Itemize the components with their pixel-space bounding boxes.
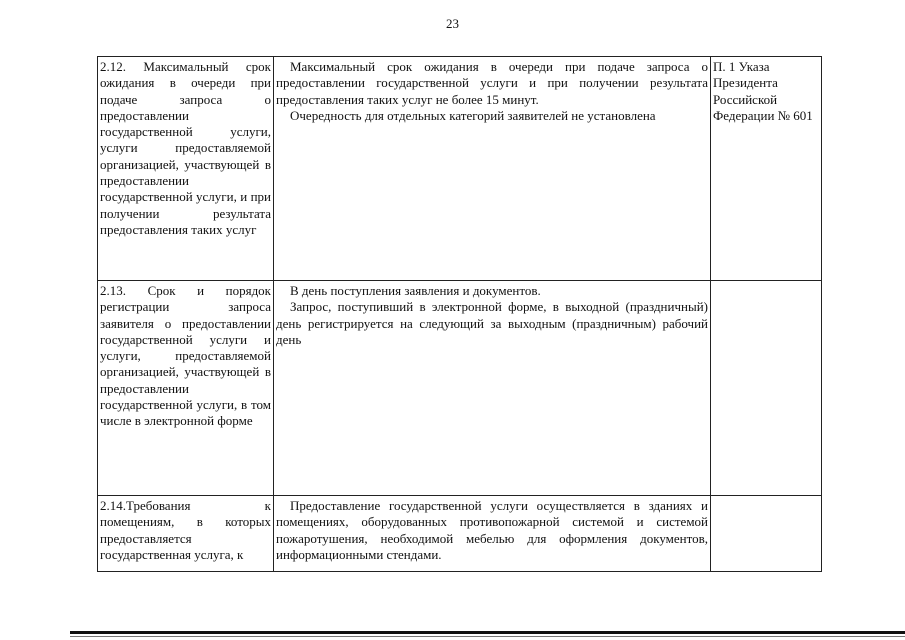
page-bottom-rule-thin	[70, 636, 905, 637]
requirements-table	[97, 56, 822, 572]
item-description-cell	[274, 496, 711, 572]
page-bottom-rule	[70, 631, 905, 634]
item-name-cell: 2.12. Максимальный срок ожидания в очереди при подаче запроса о предоставлении государственной услуги, услуги предоставляемой организацией, участвующей в предоставлении государственной услуги, и при получении результата предоставления таких услуг	[98, 57, 274, 281]
legal-basis-cell	[711, 281, 822, 496]
description-paragraph: Очередность для отдельных категорий заявителей не установлена	[290, 107, 656, 123]
item-description-cell	[274, 57, 711, 281]
legal-basis-cell: П. 1 Указа Президента Российской Федерации № 601	[711, 57, 822, 281]
description-paragraph: В день поступления заявления и документов.	[290, 283, 541, 298]
item-description-cell	[274, 281, 711, 496]
table-row	[98, 281, 822, 496]
description-paragraph: Предоставление государственной услуги осуществляется в зданиях и помещениях, оборудованных противопожарной системой и системой пожаротушения, необходимой мебелью для оформления документов, информационными стендами.	[276, 498, 708, 562]
page-number: 23	[446, 16, 459, 31]
table-row	[98, 57, 822, 281]
legal-basis-cell	[711, 496, 822, 572]
description-paragraph: Максимальный срок ожидания в очереди при подаче запроса о предоставлении государственной услуги и при получении результата предоставления таких услуг не более 15 минут.	[276, 59, 708, 107]
item-name-cell: 2.13. Срок и порядок регистрации запроса заявителя о предоставлении государственной услуги и услуги, предоставляемой организацией, участвующей в предоставлении государственной услуги, в том числе в электронной форме	[98, 281, 274, 496]
item-name-cell: 2.14.Требования к помещениям, в которых предоставляется государственная услуга, к	[98, 496, 274, 572]
description-paragraph: Запрос, поступивший в электронной форме, в выходной (праздничный) день регистрируется на следующий за выходным (праздничным) рабочий день	[276, 299, 708, 347]
table-row	[98, 496, 822, 572]
